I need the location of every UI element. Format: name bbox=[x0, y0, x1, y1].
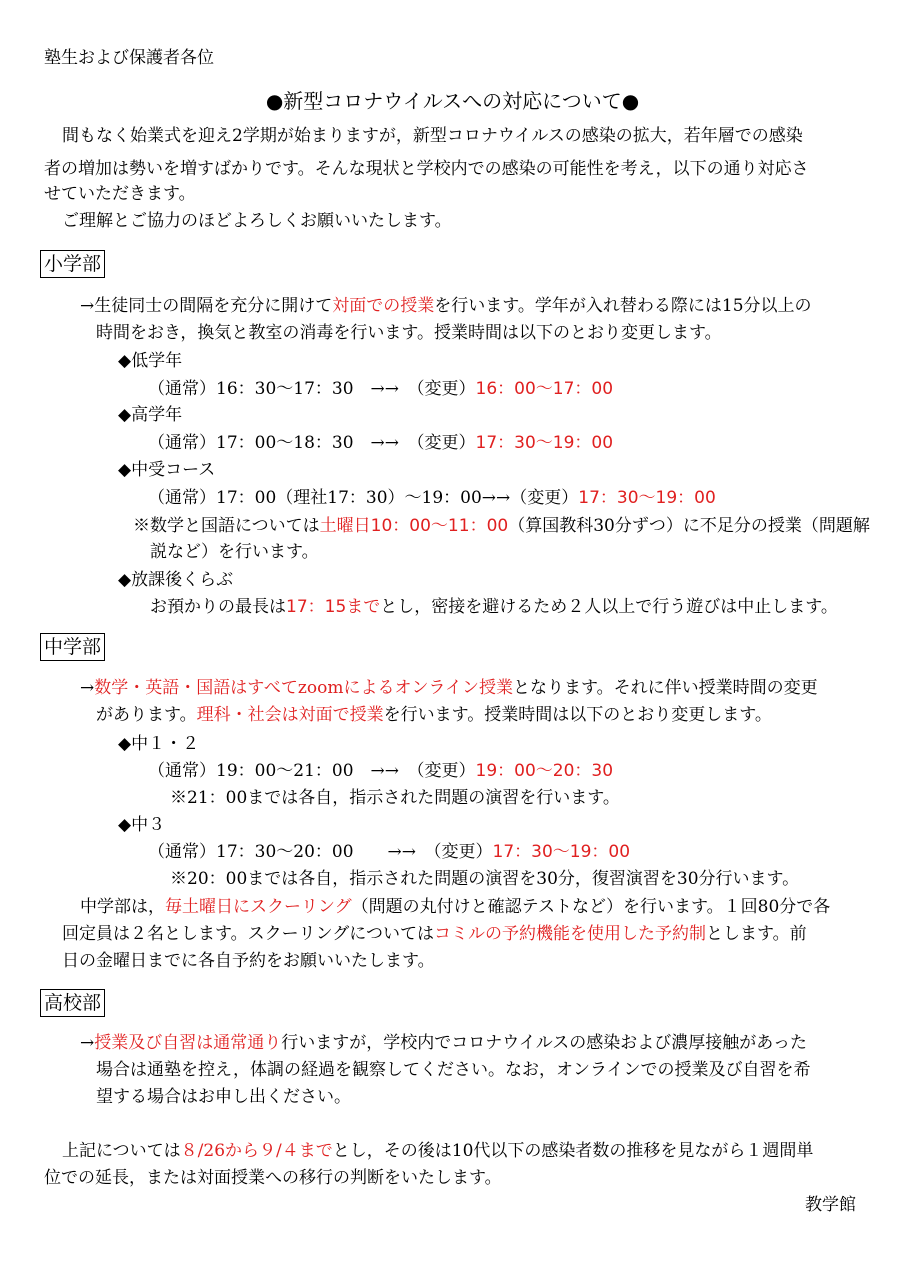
new-time: 17：30〜19：00 bbox=[578, 488, 716, 508]
highlight-text: 毎土曜日にスクーリング bbox=[165, 897, 352, 917]
high-paragraph-line-2: 場合は通塾を控え，体調の経過を観察してください。なお，オンラインでの授業及び自習を希 bbox=[96, 1060, 811, 1080]
grade-1-2-schedule: （通常）19：00〜21：00 →→ （変更）19：00〜20：30 bbox=[148, 761, 614, 781]
junior-paragraph-line-1: →数学・英語・国語はすべてzoomによるオンライン授業となります。それに伴い授業時間の変更 bbox=[80, 678, 818, 698]
page-title: ●新型コロナウイルスへの対応について● bbox=[265, 89, 640, 113]
section-heading-high: 高校部 bbox=[40, 989, 105, 1017]
low-grade-label: ◆低学年 bbox=[118, 351, 183, 371]
intro-line-3: せていただきます。 bbox=[44, 184, 196, 204]
grade-3-schedule: （通常）17：30〜20：00 →→ （変更）17：30〜19：00 bbox=[148, 842, 631, 862]
greeting: 塾生および保護者各位 bbox=[44, 48, 214, 68]
highlight-text: 理科・社会は対面で授業 bbox=[196, 705, 384, 725]
section-heading-junior: 中学部 bbox=[40, 633, 105, 661]
signature: 教学館 bbox=[805, 1195, 856, 1215]
new-time: 19：00〜20：30 bbox=[475, 761, 614, 781]
closing-line-1: 上記については８/26から９/４までとし，その後は10代以下の感染者数の推移を見ながら１週間単 bbox=[62, 1141, 814, 1161]
high-paragraph-line-3: 望する場合はお申し出ください。 bbox=[96, 1087, 351, 1107]
highlight-text: 数学・英語・国語はすべてzoomによるオンライン授業 bbox=[94, 678, 513, 698]
juken-course-label: ◆中受コース bbox=[118, 460, 216, 480]
highlight-text: ８/26から９/４まで bbox=[180, 1141, 333, 1161]
new-time: 17：30〜19：00 bbox=[475, 433, 614, 453]
high-grade-schedule: （通常）17：00〜18：30 →→ （変更）17：30〜19：00 bbox=[148, 433, 614, 453]
high-paragraph-line-1: →授業及び自習は通常通り行いますが，学校内でコロナウイルスの感染および濃厚接触があった bbox=[80, 1033, 808, 1053]
highlight-text: 対面での授業 bbox=[332, 296, 435, 316]
new-time: 16：00〜17：00 bbox=[475, 379, 614, 399]
intro-line-4: ご理解とご協力のほどよろしくお願いいたします。 bbox=[62, 211, 452, 231]
intro-line-2: 者の増加は勢いを増すばかりです。そんな現状と学校内での感染の可能性を考え，以下の通り対応さ bbox=[44, 159, 809, 179]
highlight-text: コミルの予約機能を使用した予約制 bbox=[433, 924, 706, 944]
highlight-text: 土曜日10：00〜11：00 bbox=[319, 516, 509, 536]
grade-1-2-note: ※21：00までは各自，指示された問題の演習を行います。 bbox=[170, 788, 620, 808]
schooling-line-2: 回定員は２名とします。スクーリングについてはコミルの予約機能を使用した予約制とします。前 bbox=[62, 924, 807, 944]
highlight-text: 17：15まで bbox=[286, 597, 381, 617]
section-heading-elementary: 小学部 bbox=[40, 250, 105, 278]
highlight-text: 授業及び自習は通常通り bbox=[94, 1033, 282, 1053]
elementary-paragraph-line-1: →生徒同士の間隔を充分に開けて対面での授業を行います。学年が入れ替わる際には15分以上の bbox=[80, 296, 812, 316]
juken-note-line-1: ※数学と国語については土曜日10：00〜11：00（算国教科30分ずつ）に不足分の授業（問題解 bbox=[133, 516, 870, 536]
grade-3-note: ※20：00までは各自，指示された問題の演習を30分，復習演習を30分行います。 bbox=[170, 869, 800, 889]
after-school-club-text: お預かりの最長は17：15までとし，密接を避けるため２人以上で行う遊びは中止します。 bbox=[150, 597, 838, 617]
schooling-line-3: 日の金曜日までに各自予約をお願いいたします。 bbox=[62, 951, 435, 971]
elementary-paragraph-line-2: 時間をおき，換気と教室の消毒を行います。授業時間は以下のとおり変更します。 bbox=[96, 323, 722, 343]
intro-line-1: 間もなく始業式を迎え2学期が始まりますが，新型コロナウイルスの感染の拡大，若年層での感染 bbox=[62, 126, 803, 146]
closing-line-2: 位での延長，または対面授業への移行の判断をいたします。 bbox=[44, 1168, 502, 1188]
high-grade-label: ◆高学年 bbox=[118, 405, 183, 425]
juken-note-line-2: 説など）を行います。 bbox=[150, 542, 319, 562]
schooling-line-1: 中学部は，毎土曜日にスクーリング（問題の丸付けと確認テストなど）を行います。１回80分で各 bbox=[80, 897, 831, 917]
grade-1-2-label: ◆中１・２ bbox=[118, 734, 200, 754]
grade-3-label: ◆中３ bbox=[118, 815, 166, 835]
after-school-club-label: ◆放課後くらぶ bbox=[118, 570, 234, 590]
junior-paragraph-line-2: があります。理科・社会は対面で授業を行います。授業時間は以下のとおり変更します。 bbox=[96, 705, 772, 725]
juken-course-schedule: （通常）17：00（理社17：30）〜19：00→→（変更）17：30〜19：00 bbox=[148, 488, 716, 508]
low-grade-schedule: （通常）16：30〜17：30 →→ （変更）16：00〜17：00 bbox=[148, 379, 614, 399]
new-time: 17：30〜19：00 bbox=[492, 842, 631, 862]
